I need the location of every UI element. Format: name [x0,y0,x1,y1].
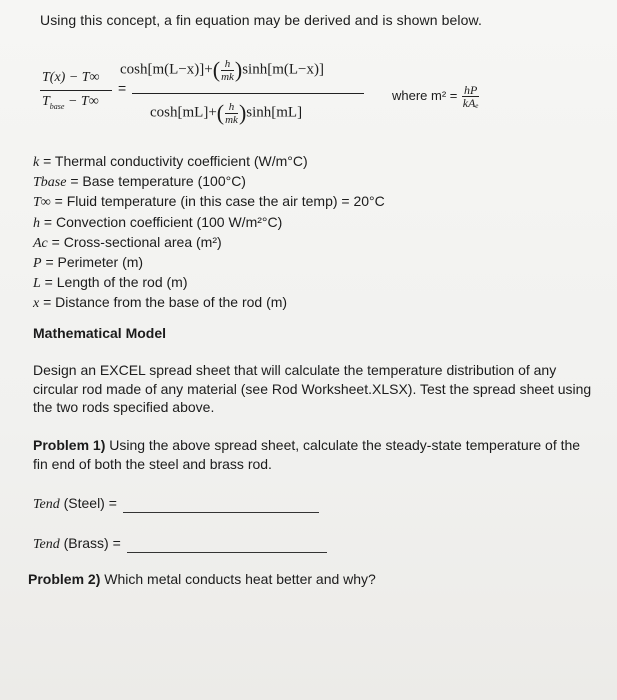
definition-item: x = Distance from the base of the rod (m) [33,294,288,312]
definition-item: h = Convection coefficient (100 W/m²°C) [33,213,283,231]
lhs-fraction-bar [40,90,112,91]
where-clause: where m² = $\frac{hP}{\text{kAₑ}}$ [392,83,479,110]
definition-item: L = Length of the rod (m) [33,274,188,292]
problem-2: Problem 2) Which metal conducts heat better and why? [28,571,376,587]
fin-equation [30,52,590,142]
rhs-denominator: cosh[mL]+( $\frac{h}{mk}$ )sinh[mL] [150,100,303,126]
answer-blank[interactable] [123,500,319,513]
definition-item: Ac = Cross-sectional area (m²) [33,233,222,251]
definition-item: Tbase = Base temperature (100°C) [33,173,246,191]
rhs-numerator: cosh[m(L−x)]+( $\frac{h}{mk}$ )sinh[m(L−x)] [120,57,324,83]
answer-brass: Tend (Brass) = [33,535,327,553]
definition-item: k = Thermal conductivity coefficient (W/m°C) [33,153,308,170]
definitions-list [33,152,385,314]
design-paragraph: Design an EXCEL spread sheet that will calculate the temperature distribution of any circular rod made of any material (see Rod Worksheet.XLSX). Test the spread sheet using the two rods specified above. [33,362,592,415]
rhs-fraction-bar [132,93,364,94]
definition-item: T∞ = Fluid temperature (in this case the air temp) = 20°C [33,193,385,211]
answer-steel: Tend (Steel) = [33,495,319,513]
definition-item: P = Perimeter (m) [33,254,144,272]
equals-sign: = [118,80,127,96]
section-heading: Mathematical Model [33,325,167,341]
answer-blank[interactable] [127,540,327,553]
lhs-numerator: T(x) − T∞ [42,70,100,85]
intro-text: Using this concept, a fin equation may be derived and is shown below. [40,12,482,28]
problem-1: Problem 1) Using the above spread sheet, calculate the steady-state temperature of the fin end of both the steel and brass rod. [33,437,581,472]
lhs-denominator: $T_{base} - T\infty$ [42,94,99,111]
